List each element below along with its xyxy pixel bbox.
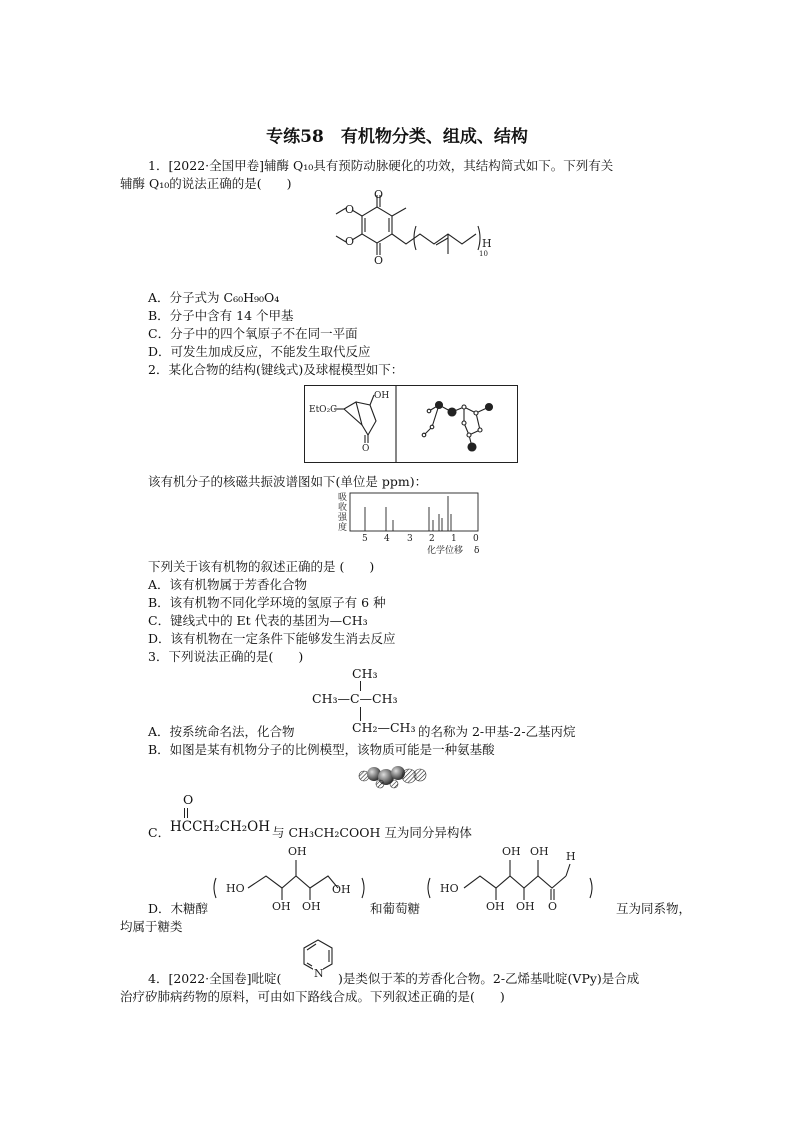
nmr-peaks	[365, 496, 451, 531]
q3-struct-row: CH₃—C—CH₃	[312, 691, 398, 706]
glucose-oh-bottom2: OH	[516, 900, 535, 913]
q2-option-c: C．键线式中的 Et 代表的基团为—CH₃	[148, 613, 368, 628]
q2-stem: 2．某化合物的结构(键线式)及球棍模型如下：	[148, 362, 404, 377]
q3-stem: 3．下列说法正确的是( )	[148, 649, 304, 664]
svg-text:3: 3	[407, 534, 413, 544]
q4-pyridine-structure	[298, 936, 338, 986]
svg-text:1: 1	[451, 534, 457, 544]
q1-o-bottom: O	[374, 254, 384, 267]
q4-stem-pre: 4．[2022·全国卷]吡啶(	[148, 971, 282, 986]
q3-option-d-mid: 和葡萄糖	[370, 901, 421, 916]
svg-text:5: 5	[362, 534, 368, 544]
q3-option-c-post: 与 CH₃CH₂COOH 互为同分异构体	[272, 825, 472, 840]
q1-coenzyme-q10-structure	[330, 188, 500, 292]
svg-text:2: 2	[429, 534, 435, 544]
q3-option-d-post: 互为同系物，	[616, 901, 692, 916]
q2-etoc-label: EtO₂C	[309, 405, 338, 415]
q3-option-b: B．如图是某有机物分子的比例模型，该物质可能是一种氨基酸	[148, 742, 495, 757]
q2-o-label: O	[362, 444, 370, 454]
q1-h: H	[482, 237, 492, 250]
xylitol-ho-left: HO	[226, 882, 245, 895]
svg-text:4: 4	[384, 534, 390, 544]
q3-option-c-o: O	[183, 792, 194, 807]
svg-text:强: 强	[338, 513, 348, 523]
svg-text:O: O	[345, 203, 355, 216]
quinone-ring	[362, 207, 392, 243]
glucose-oh-top2: OH	[530, 845, 549, 858]
q1-option-a: A．分子式为 C₆₀H₉₀O₄	[148, 290, 280, 305]
q1-subscript-10: 10	[479, 250, 488, 258]
q3-option-d-pre: D．木糖醇	[148, 901, 209, 916]
xylitol-oh-bottom2: OH	[302, 900, 321, 913]
svg-text:δ: δ	[474, 546, 480, 556]
svg-text:0: 0	[473, 534, 479, 544]
page-title: 专练58 有机物分类、组成、结构	[266, 127, 528, 147]
q2-nmr-intro: 该有机分子的核磁共振波谱图如下(单位是 ppm)：	[148, 474, 428, 489]
q2-ball-stick-model	[422, 402, 492, 452]
q2-structure-box	[304, 385, 518, 463]
q2-option-a: A．该有机物属于芳香化合物	[148, 577, 308, 592]
glucose-oh-bottom1: OH	[486, 900, 505, 913]
glucose-o: O	[548, 900, 558, 913]
cyclopropane-ring	[344, 402, 362, 425]
q1-stem-line2: 辅酶 Q₁₀的说法正确的是( )	[120, 176, 292, 191]
xylitol-oh-bottom1: OH	[272, 900, 291, 913]
q1-option-b: B．分子中含有 14 个甲基	[148, 308, 294, 323]
svg-text:度: 度	[338, 523, 348, 533]
glucose-h: H	[566, 850, 576, 863]
xylitol-oh-top: OH	[288, 845, 307, 858]
glucose-ho-left: HO	[440, 882, 459, 895]
q1-o-top: O	[374, 188, 384, 201]
glucose-oh-top1: OH	[502, 845, 521, 858]
q3-option-d-line2: 均属于糖类	[120, 919, 183, 934]
xylitol-oh-right: OH	[332, 883, 351, 896]
q3-option-c-formula: HCCH₂CH₂OH	[170, 819, 270, 835]
q3-space-filling-model	[356, 762, 436, 790]
q3-xylitol-structure	[210, 842, 372, 914]
q2-question: 下列关于该有机物的叙述正确的是 ( )	[148, 559, 375, 574]
q1-option-d: D．可发生加成反应，不能发生取代反应	[148, 344, 371, 359]
q3-ch3-top: CH₃	[352, 666, 378, 681]
q3-glucose-structure	[424, 842, 598, 914]
q2-option-b: B．该有机物不同化学环境的氢原子有 6 种	[148, 595, 386, 610]
q2-oh-label: OH	[374, 391, 390, 401]
q4-stem-line2: 治疗矽肺病药物的原料，可由如下路线合成。下列叙述正确的是( )	[120, 989, 505, 1004]
q2-option-d: D．该有机物在一定条件下能够发生消去反应	[148, 631, 396, 646]
q3-option-a-post: 的名称为 2-甲基-2-乙基丙烷	[418, 724, 576, 739]
svg-text:吸: 吸	[338, 493, 348, 503]
svg-text:收: 收	[338, 503, 348, 513]
pyridine-n: N	[314, 967, 324, 980]
q1-stem-line1: 1．[2022·全国甲卷]辅酶 Q₁₀具有预防动脉硬化的功效，其结构简式如下。下列有关	[148, 158, 614, 173]
q3-option-c-pre: C．	[148, 825, 171, 840]
svg-text:O: O	[345, 235, 355, 248]
q4-stem-post: )是类似于苯的芳香化合物。2-乙烯基吡啶(VPy)是合成	[338, 971, 640, 986]
q1-option-c: C．分子中的四个氧原子不在同一平面	[148, 326, 358, 341]
q3-option-a-pre: A．按系统命名法，化合物	[148, 724, 295, 739]
svg-text:化学位移: 化学位移	[427, 546, 464, 556]
q2-nmr-spectrum	[330, 490, 490, 558]
q3-ch2-group: CH₂—CH₃	[352, 720, 416, 735]
